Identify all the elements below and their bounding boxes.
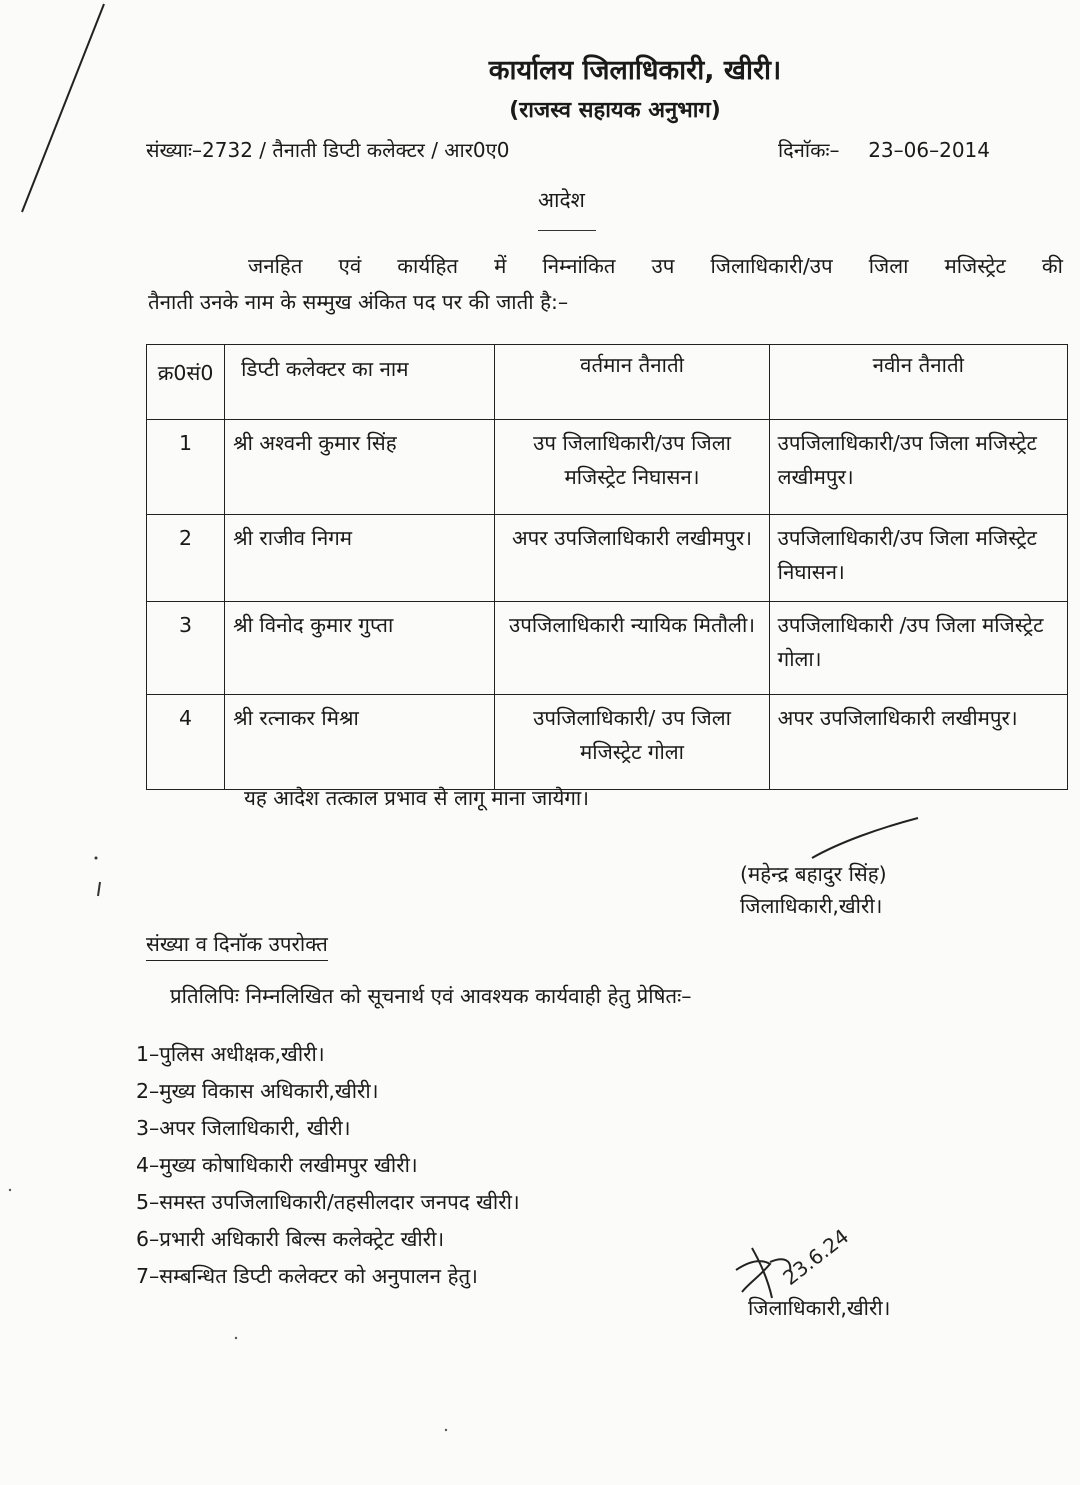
intro-line-1: जनहित एवं कार्यहित में निम्नांकित उप जिलाधिकारी/उप जिला मजिस्ट्रेट की bbox=[248, 254, 1063, 278]
copy-intro: प्रतिलिपिः निम्नलिखित को सूचनार्थ एवं आवश्यक कार्यवाही हेतु प्रेषितः– bbox=[170, 984, 692, 1008]
date-label: दिनाॅकः– bbox=[778, 138, 840, 162]
table-header-row bbox=[147, 345, 1068, 420]
initials-date: 23.6.24 bbox=[778, 1224, 854, 1290]
cell-current-posting: अपर उपजिलाधिकारी लखीमपुर। bbox=[495, 515, 769, 602]
intro-line-2: तैनाती उनके नाम के सम्मुख अंकित पद पर की जाती है:– bbox=[148, 290, 569, 314]
header-current-posting: वर्तमान तैनाती bbox=[495, 345, 769, 420]
cell-name: श्री राजीव निगम bbox=[225, 515, 495, 602]
cell-serial: 3 bbox=[147, 602, 225, 695]
cell-current-posting: उप जिलाधिकारी/उप जिला मजिस्ट्रेट निघासन। bbox=[495, 420, 769, 515]
list-item: 5–समस्त उपजिलाधिकारी/तहसीलदार जनपद खीरी। bbox=[136, 1190, 520, 1214]
list-item: 7–सम्बन्धित डिप्टी कलेक्टर को अनुपालन हेतु। bbox=[136, 1264, 478, 1288]
list-item: 1–पुलिस अधीक्षक,खीरी। bbox=[136, 1042, 325, 1066]
copy-recipient-list bbox=[136, 1036, 520, 1295]
date-block bbox=[778, 136, 990, 163]
cell-name: श्री अश्वनी कुमार सिंह bbox=[225, 420, 495, 515]
reference-number: संख्याः–2732 / तैनाती डिप्टी कलेक्टर / आर0ए0 bbox=[146, 138, 510, 162]
header-name: डिप्टी कलेक्टर का नाम bbox=[225, 345, 495, 420]
cell-name: श्री विनोद कुमार गुप्ता bbox=[225, 602, 495, 695]
list-item: 4–मुख्य कोषाधिकारी लखीमपुर खीरी। bbox=[136, 1153, 418, 1177]
signatory-designation: जिलाधिकारी,खीरी। bbox=[740, 894, 883, 918]
cell-current-posting: उपजिलाधिकारी न्यायिक मितौली। bbox=[495, 602, 769, 695]
cell-new-posting: उपजिलाधिकारी /उप जिला मजिस्ट्रेट गोला। bbox=[769, 602, 1067, 695]
cell-new-posting: उपजिलाधिकारी/उप जिला मजिस्ट्रेट लखीमपुर। bbox=[769, 420, 1067, 515]
section-subtitle: (राजस्व सहायक अनुभाग) bbox=[509, 98, 721, 123]
list-item: 3–अपर जिलाधिकारी, खीरी। bbox=[136, 1116, 351, 1140]
table-row bbox=[147, 602, 1068, 695]
signatory-name: (महेन्द्र बहादुर सिंह) bbox=[740, 862, 887, 886]
posting-table bbox=[146, 344, 1068, 790]
cell-new-posting: अपर उपजिलाधिकारी लखीमपुर। bbox=[769, 695, 1067, 790]
list-item: 6–प्रभारी अधिकारी बिल्स कलेक्ट्रेट खीरी। bbox=[136, 1227, 445, 1251]
copy-reference: संख्या व दिनाॅक उपरोक्त bbox=[146, 930, 328, 961]
cell-name: श्री रत्नाकर मिश्रा bbox=[225, 695, 495, 790]
footer-designation: जिलाधिकारी,खीरी। bbox=[748, 1296, 891, 1320]
date-value: 23–06–2014 bbox=[868, 138, 990, 162]
cell-new-posting: उपजिलाधिकारी/उप जिला मजिस्ट्रेट निघासन। bbox=[769, 515, 1067, 602]
table-row bbox=[147, 515, 1068, 602]
table-row bbox=[147, 695, 1068, 790]
order-heading: आदेश bbox=[538, 188, 585, 212]
header-new-posting: नवीन तैनाती bbox=[769, 345, 1067, 420]
cell-serial: 4 bbox=[147, 695, 225, 790]
order-intro bbox=[148, 248, 1063, 320]
header-serial: क्र0सं0 bbox=[147, 345, 225, 420]
cell-current-posting: उपजिलाधिकारी/ उप जिला मजिस्ट्रेट गोला bbox=[495, 695, 769, 790]
effect-note: यह आदेश तत्काल प्रभाव से लागू माना जायेगा। bbox=[244, 786, 590, 810]
list-item: 2–मुख्य विकास अधिकारी,खीरी। bbox=[136, 1079, 379, 1103]
office-title: कार्यालय जिलाधिकारी, खीरी। bbox=[488, 55, 782, 86]
cell-serial: 1 bbox=[147, 420, 225, 515]
order-heading-underline bbox=[538, 230, 596, 231]
cell-serial: 2 bbox=[147, 515, 225, 602]
signatory-block bbox=[740, 858, 887, 922]
table-row bbox=[147, 420, 1068, 515]
